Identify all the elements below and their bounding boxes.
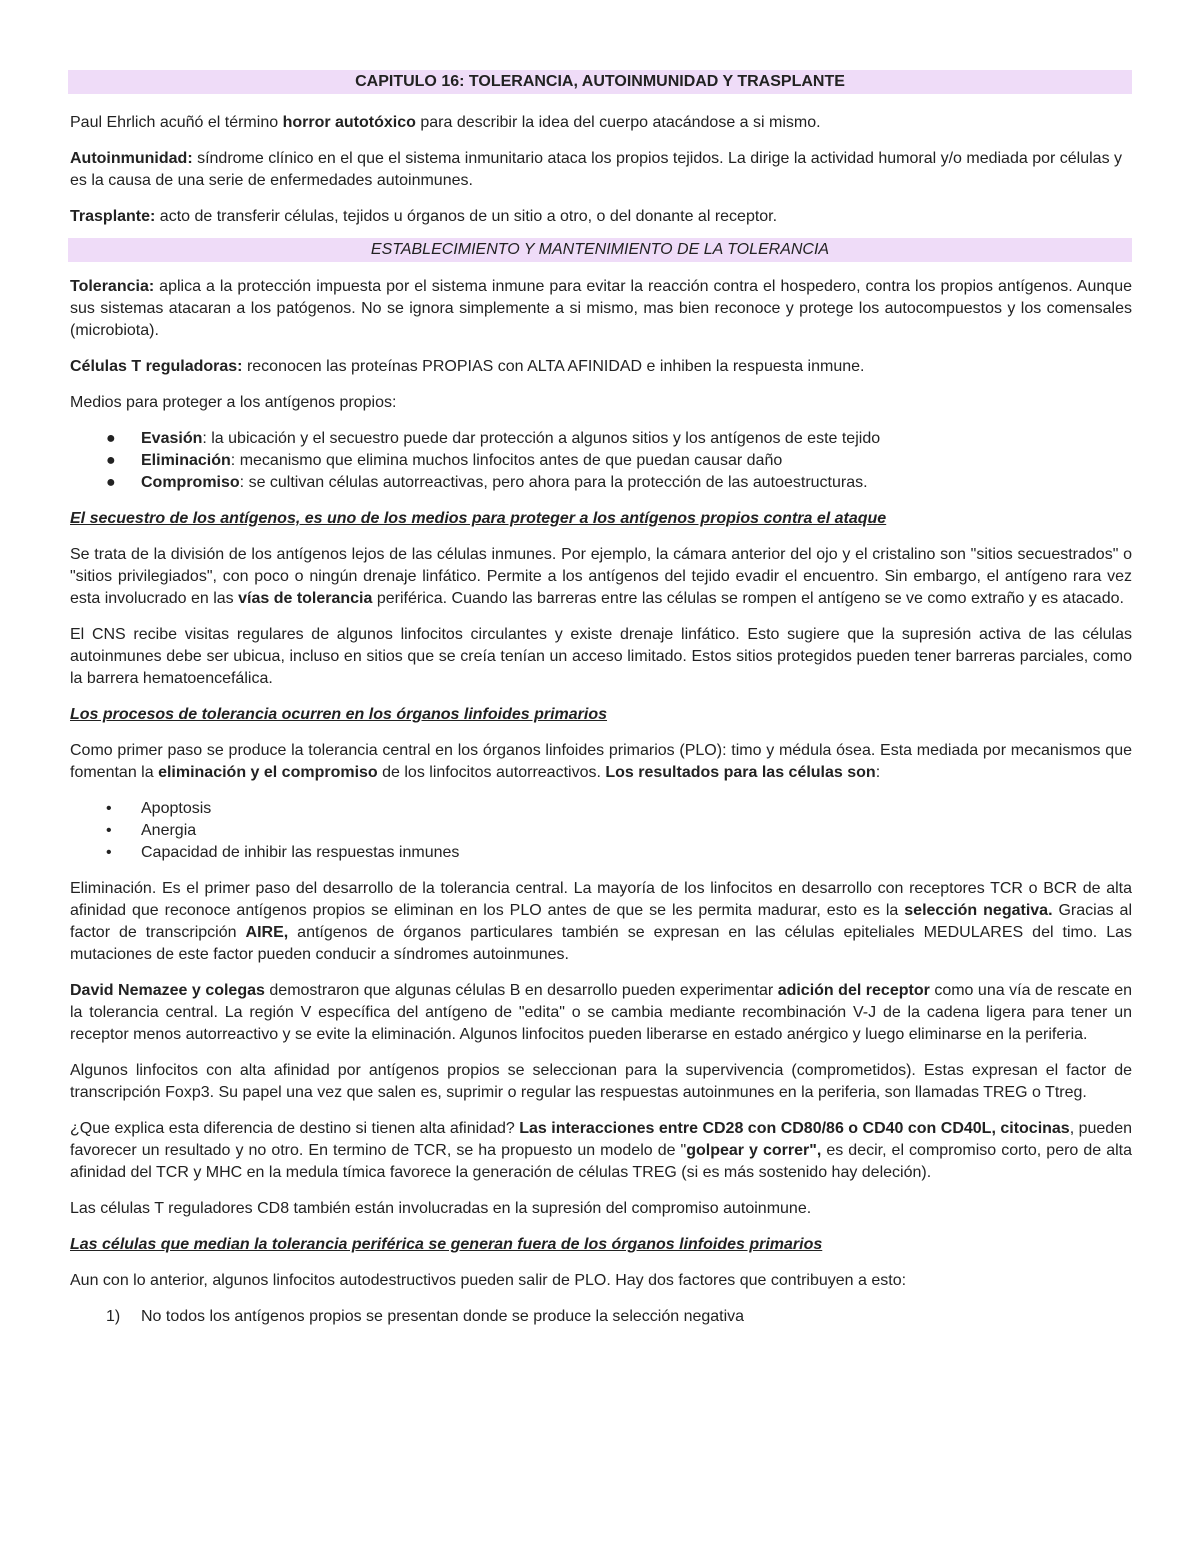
text-span: demostraron que algunas células B en desarrollo pueden experimentar <box>264 982 778 999</box>
bullet-icon: ● <box>106 430 116 447</box>
text-span: Como primer paso se produce la tolerancia central en los órganos linfoides primarios (PLO): timo y médula ósea. Esta mediada por mecanismos que fomentan la <box>70 742 1132 781</box>
text-span: , pueden favorecer un resultado y no otro. En termino de TCR, se ha propuesto un modelo de " <box>70 1120 1133 1159</box>
bold-term: golpear y correr", <box>686 1142 822 1159</box>
bold-term: selección negativa. <box>904 902 1053 919</box>
bold-term: Evasión <box>141 430 203 447</box>
bold-term: AIRE, <box>245 924 289 941</box>
procesos-p4: Algunos linfocitos con alta afinidad por antígenos propios se seleccionan para la supervivencia (comprometidos). Estas expresan el factor de transcripción Foxp3. Su papel una vez que salen es, suprimir o regular las respuestas autoinmunes en la periferia, son llamadas TREG o Ttreg. <box>70 1062 1132 1101</box>
bold-term: Los resultados para las células son <box>605 764 876 781</box>
text-span: para describir la idea del cuerpo atacándose a si mismo. <box>415 114 821 131</box>
text-span: : <box>875 764 881 781</box>
procesos-p1 <box>70 740 1132 784</box>
list-number: 1) <box>106 1308 121 1325</box>
medios-list <box>70 428 1132 494</box>
bold-term: adición del receptor <box>777 982 930 999</box>
secuestro-p2: El CNS recibe visitas regulares de algunos linfocitos circulantes y existe drenaje linfático. Esto sugiere que la supresión activa de las células autoinmunes debe ser ubicua, incluso en sitios que se creía tenían un acceso limitado. Estos sitios protegidos pueden tener barreras parciales, como la barrera hematoencefálica. <box>70 626 1132 687</box>
subsection-heading: Las células que median la tolerancia periférica se generan fuera de los órganos linfoides primarios <box>70 1236 823 1253</box>
bold-term: Autoinmunidad: <box>70 150 193 167</box>
bold-term: Las interacciones entre CD28 con CD80/86 o CD40 con CD40L, citocinas <box>519 1120 1070 1137</box>
text-span: antígenos de órganos particulares también se expresan en las células epiteliales MEDULARES del timo. Las mutaciones de este factor pueden conducir a síndromes autoinmunes. <box>70 924 1132 963</box>
text-span: Capacidad de inhibir las respuestas inmunes <box>141 844 460 861</box>
bold-term: David Nemazee y colegas <box>70 982 265 999</box>
text-span: Apoptosis <box>141 800 212 817</box>
def-autoinmunidad <box>70 148 1132 192</box>
text-span: aplica a la protección impuesta por el sistema inmune para evitar la reacción contra el hospedero, contra los propios antígenos. Aunque sus sistemas atacaran a los patógenos. No se ignora simplemente a si mismo, mas bien reconoce y protege los autocompuestos y los comensales (microbiota). <box>70 278 1132 339</box>
text-span: : se cultivan células autorreactivas, pero ahora para la protección de las autoestructuras. <box>239 474 868 491</box>
bullet-icon: • <box>106 822 112 839</box>
list-item <box>70 472 1132 494</box>
text-span: : la ubicación y el secuestro puede dar protección a algunos sitios y los antígenos de este tejido <box>202 430 881 447</box>
text-span: Se trata de la división de los antígenos lejos de las células inmunes. Por ejemplo, la cámara anterior del ojo y el cristalino son "sitios secuestrados" o "sitios privilegiados", con poco o ningún drenaje linfático. Permite a los antígenos del tejido evadir el encuentro. Sin embargo, el antígeno rara vez esta involucrado en las <box>70 546 1132 607</box>
subsection-heading: El secuestro de los antígenos, es uno de los medios para proteger a los antígenos propios contra el ataque <box>70 510 887 527</box>
bold-term: vías de tolerancia <box>238 590 373 607</box>
list-item <box>70 842 1132 864</box>
def-tolerancia <box>70 276 1132 342</box>
procesos-p2 <box>70 878 1132 966</box>
bold-term: Eliminación <box>141 452 231 469</box>
bold-term: Células T reguladoras: <box>70 358 243 375</box>
section-title: ESTABLECIMIENTO Y MANTENIMIENTO DE LA TOLERANCIA <box>68 238 1132 262</box>
def-trasplante <box>70 206 1132 228</box>
procesos-p3 <box>70 980 1132 1046</box>
bullet-icon: • <box>106 844 112 861</box>
bold-term: Trasplante: <box>70 208 156 225</box>
bold-term: Tolerancia: <box>70 278 155 295</box>
intro-ehrlich <box>70 112 1132 134</box>
bullet-icon: ● <box>106 474 116 491</box>
text-span: como una vía de rescate en la tolerancia central. La región V específica del antígeno de "edita" o se cambia mediante recombinación V-J de la cadena ligera para tener un receptor menos autorreactivo y se evite la eliminación. Algunos linfocitos pueden liberarse en estado anérgico y luego eliminarse en la periferia. <box>70 982 1133 1043</box>
list-item <box>70 450 1132 472</box>
def-treg <box>70 356 1132 378</box>
text-span: es decir, el compromiso corto, pero de alta afinidad del TCR y MHC en la medula tímica favorece la generación de células TREG (si es más sostenido hay deleción). <box>70 1142 1133 1181</box>
text-span: Paul Ehrlich acuñó el término <box>70 114 283 131</box>
procesos-p6: Las células T reguladores CD8 también están involucradas en la supresión del compromiso autoinmune. <box>70 1200 812 1217</box>
chapter-title: CAPITULO 16: TOLERANCIA, AUTOINMUNIDAD Y TRASPLANTE <box>68 70 1132 94</box>
text-span: Gracias al factor de transcripción <box>70 902 1133 941</box>
text-span: de los linfocitos autorreactivos. <box>377 764 606 781</box>
bold-term: Compromiso <box>141 474 240 491</box>
text-span: síndrome clínico en el que el sistema inmunitario ataca los propios tejidos. La dirige la actividad humoral y/o mediada por células y es la causa de una serie de enfermedades autoinmunes. <box>70 150 1123 189</box>
bullet-icon: • <box>106 800 112 817</box>
periferica-p1: Aun con lo anterior, algunos linfocitos autodestructivos pueden salir de PLO. Hay dos factores que contribuyen a esto: <box>70 1272 907 1289</box>
procesos-p5 <box>70 1118 1132 1184</box>
resultados-list <box>70 798 1132 864</box>
list-item <box>70 1306 1132 1328</box>
text-span: Anergia <box>141 822 197 839</box>
bold-term: eliminación y el compromiso <box>158 764 378 781</box>
text-span: ¿Que explica esta diferencia de destino si tienen alta afinidad? <box>70 1120 520 1137</box>
text-span: : mecanismo que elimina muchos linfocitos antes de que puedan causar daño <box>230 452 783 469</box>
text-span: Eliminación. Es el primer paso del desarrollo de la tolerancia central. La mayoría de los linfocitos en desarrollo con receptores TCR o BCR de alta afinidad que reconoce antígenos propios se eliminan en los PLO antes de que se les permita madurar, esto es la <box>70 880 1132 919</box>
list-item <box>70 798 1132 820</box>
document-page <box>70 70 1132 1328</box>
subsection-heading: Los procesos de tolerancia ocurren en los órganos linfoides primarios <box>70 706 608 723</box>
text-span: acto de transferir células, tejidos u órganos de un sitio a otro, o del donante al receptor. <box>155 208 778 225</box>
list-item <box>70 428 1132 450</box>
text-span: No todos los antígenos propios se presentan donde se produce la selección negativa <box>141 1308 745 1325</box>
list-item <box>70 820 1132 842</box>
secuestro-p1 <box>70 544 1132 610</box>
text-span: periférica. Cuando las barreras entre las células se rompen el antígeno se ve como extraño y es atacado. <box>372 590 1124 607</box>
bullet-icon: ● <box>106 452 116 469</box>
bold-term: horror autotóxico <box>282 114 416 131</box>
medios-intro: Medios para proteger a los antígenos propios: <box>70 394 397 411</box>
text-span: reconocen las proteínas PROPIAS con ALTA AFINIDAD e inhiben la respuesta inmune. <box>242 358 865 375</box>
factores-list <box>70 1306 1132 1328</box>
